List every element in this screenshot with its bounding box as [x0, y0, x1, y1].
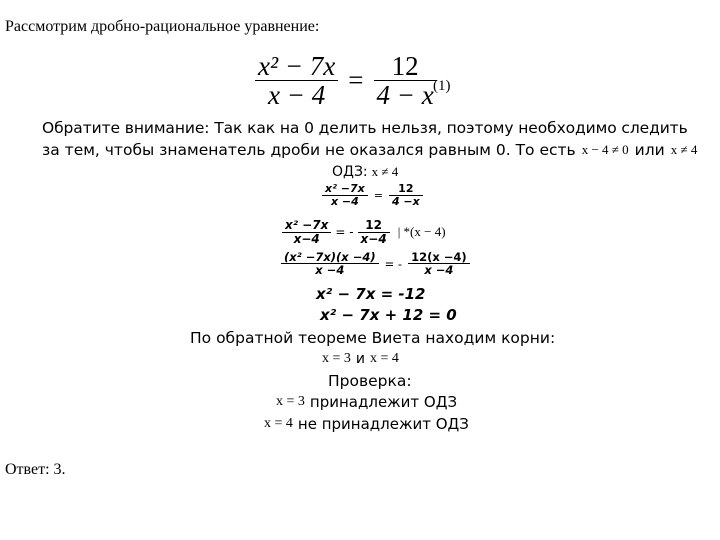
- check-2: [264, 415, 469, 433]
- step2-lhs-den: x−4: [293, 231, 320, 246]
- step3-rhs-num: 12(x −4): [411, 250, 467, 264]
- step2-lhs-num: x² −7x: [285, 218, 329, 232]
- step2-multiplier: | *(x − 4): [397, 224, 446, 240]
- check-1: [276, 393, 457, 411]
- step1-rhs-den: 4 −x: [391, 194, 420, 208]
- answer-text: Ответ: 3.: [5, 461, 66, 478]
- step-5: x² − 7x + 12 = 0: [320, 306, 457, 324]
- main-rhs-fraction: [374, 52, 437, 110]
- check-title: Проверка:: [328, 372, 412, 390]
- main-lhs-denominator: x − 4: [268, 80, 326, 111]
- step2-rhs-num: 12: [365, 218, 382, 232]
- step-3: $\frac{\text{(x² −7x)(x −4)}}{x -4}$ = - $\frac{12(x -4)}{x -4}$: [281, 251, 470, 276]
- step-2: $\frac{\text{x² −7x}}{x-4}$ = - $\frac{12}{x-4}$ | *(x − 4): [282, 219, 446, 245]
- step-1: $\frac{\text{x² −7x}}{x -4}$ = $\frac{12}{4 -x}$: [322, 183, 423, 207]
- step3-lhs-den: x −4: [315, 263, 345, 278]
- equals-sign: =: [348, 65, 364, 96]
- check-2-expr: x = 4: [264, 416, 293, 431]
- check-2-text: не принадлежит ОДЗ: [297, 415, 469, 433]
- equation-tag: (1): [433, 78, 451, 94]
- odz-label: ОДЗ:: [332, 164, 368, 180]
- roots-line: [322, 351, 399, 367]
- check-1-expr: x = 3: [276, 394, 305, 409]
- main-lhs-fraction: [255, 52, 338, 110]
- main-equation: [255, 52, 437, 110]
- note-line-2-text: за тем, чтобы знаменатель дроби не оказался равным 0. То есть: [42, 141, 576, 159]
- step-4: x² − 7x = -12: [316, 285, 426, 303]
- step3-rhs-den: x −4: [424, 263, 454, 278]
- intro-text: Рассмотрим дробно-рациональное уравнение:: [5, 18, 320, 35]
- note-line-2: [42, 141, 697, 159]
- odz-condition: x ≠ 4: [371, 164, 399, 179]
- note-or: или: [634, 141, 665, 159]
- step3-lhs-num: (x² −7x)(x −4): [284, 250, 376, 264]
- root-1: x = 3: [322, 351, 351, 366]
- check-1-text: принадлежит ОДЗ: [309, 393, 458, 411]
- note-condition-2: x ≠ 4: [670, 142, 698, 157]
- root-2: x = 4: [370, 351, 399, 366]
- step1-rhs-num: 12: [398, 182, 414, 195]
- roots-and: и: [355, 351, 366, 367]
- odz-line: [332, 164, 398, 180]
- note-line-1: Обратите внимание: Так как на 0 делить нельзя, поэтому необходимо следить: [42, 119, 688, 137]
- main-rhs-numerator: 12: [391, 51, 419, 81]
- main-lhs-numerator: x² − 7x: [258, 51, 336, 81]
- vieta-text: По обратной теореме Виета находим корни:: [190, 329, 556, 347]
- main-rhs-denominator: 4 − x: [376, 80, 434, 111]
- note-condition-1: x − 4 ≠ 0: [581, 142, 629, 157]
- step1-lhs-num: x² −7x: [325, 182, 365, 195]
- step1-lhs-den: x −4: [330, 194, 359, 208]
- step2-rhs-den: x−4: [360, 231, 387, 246]
